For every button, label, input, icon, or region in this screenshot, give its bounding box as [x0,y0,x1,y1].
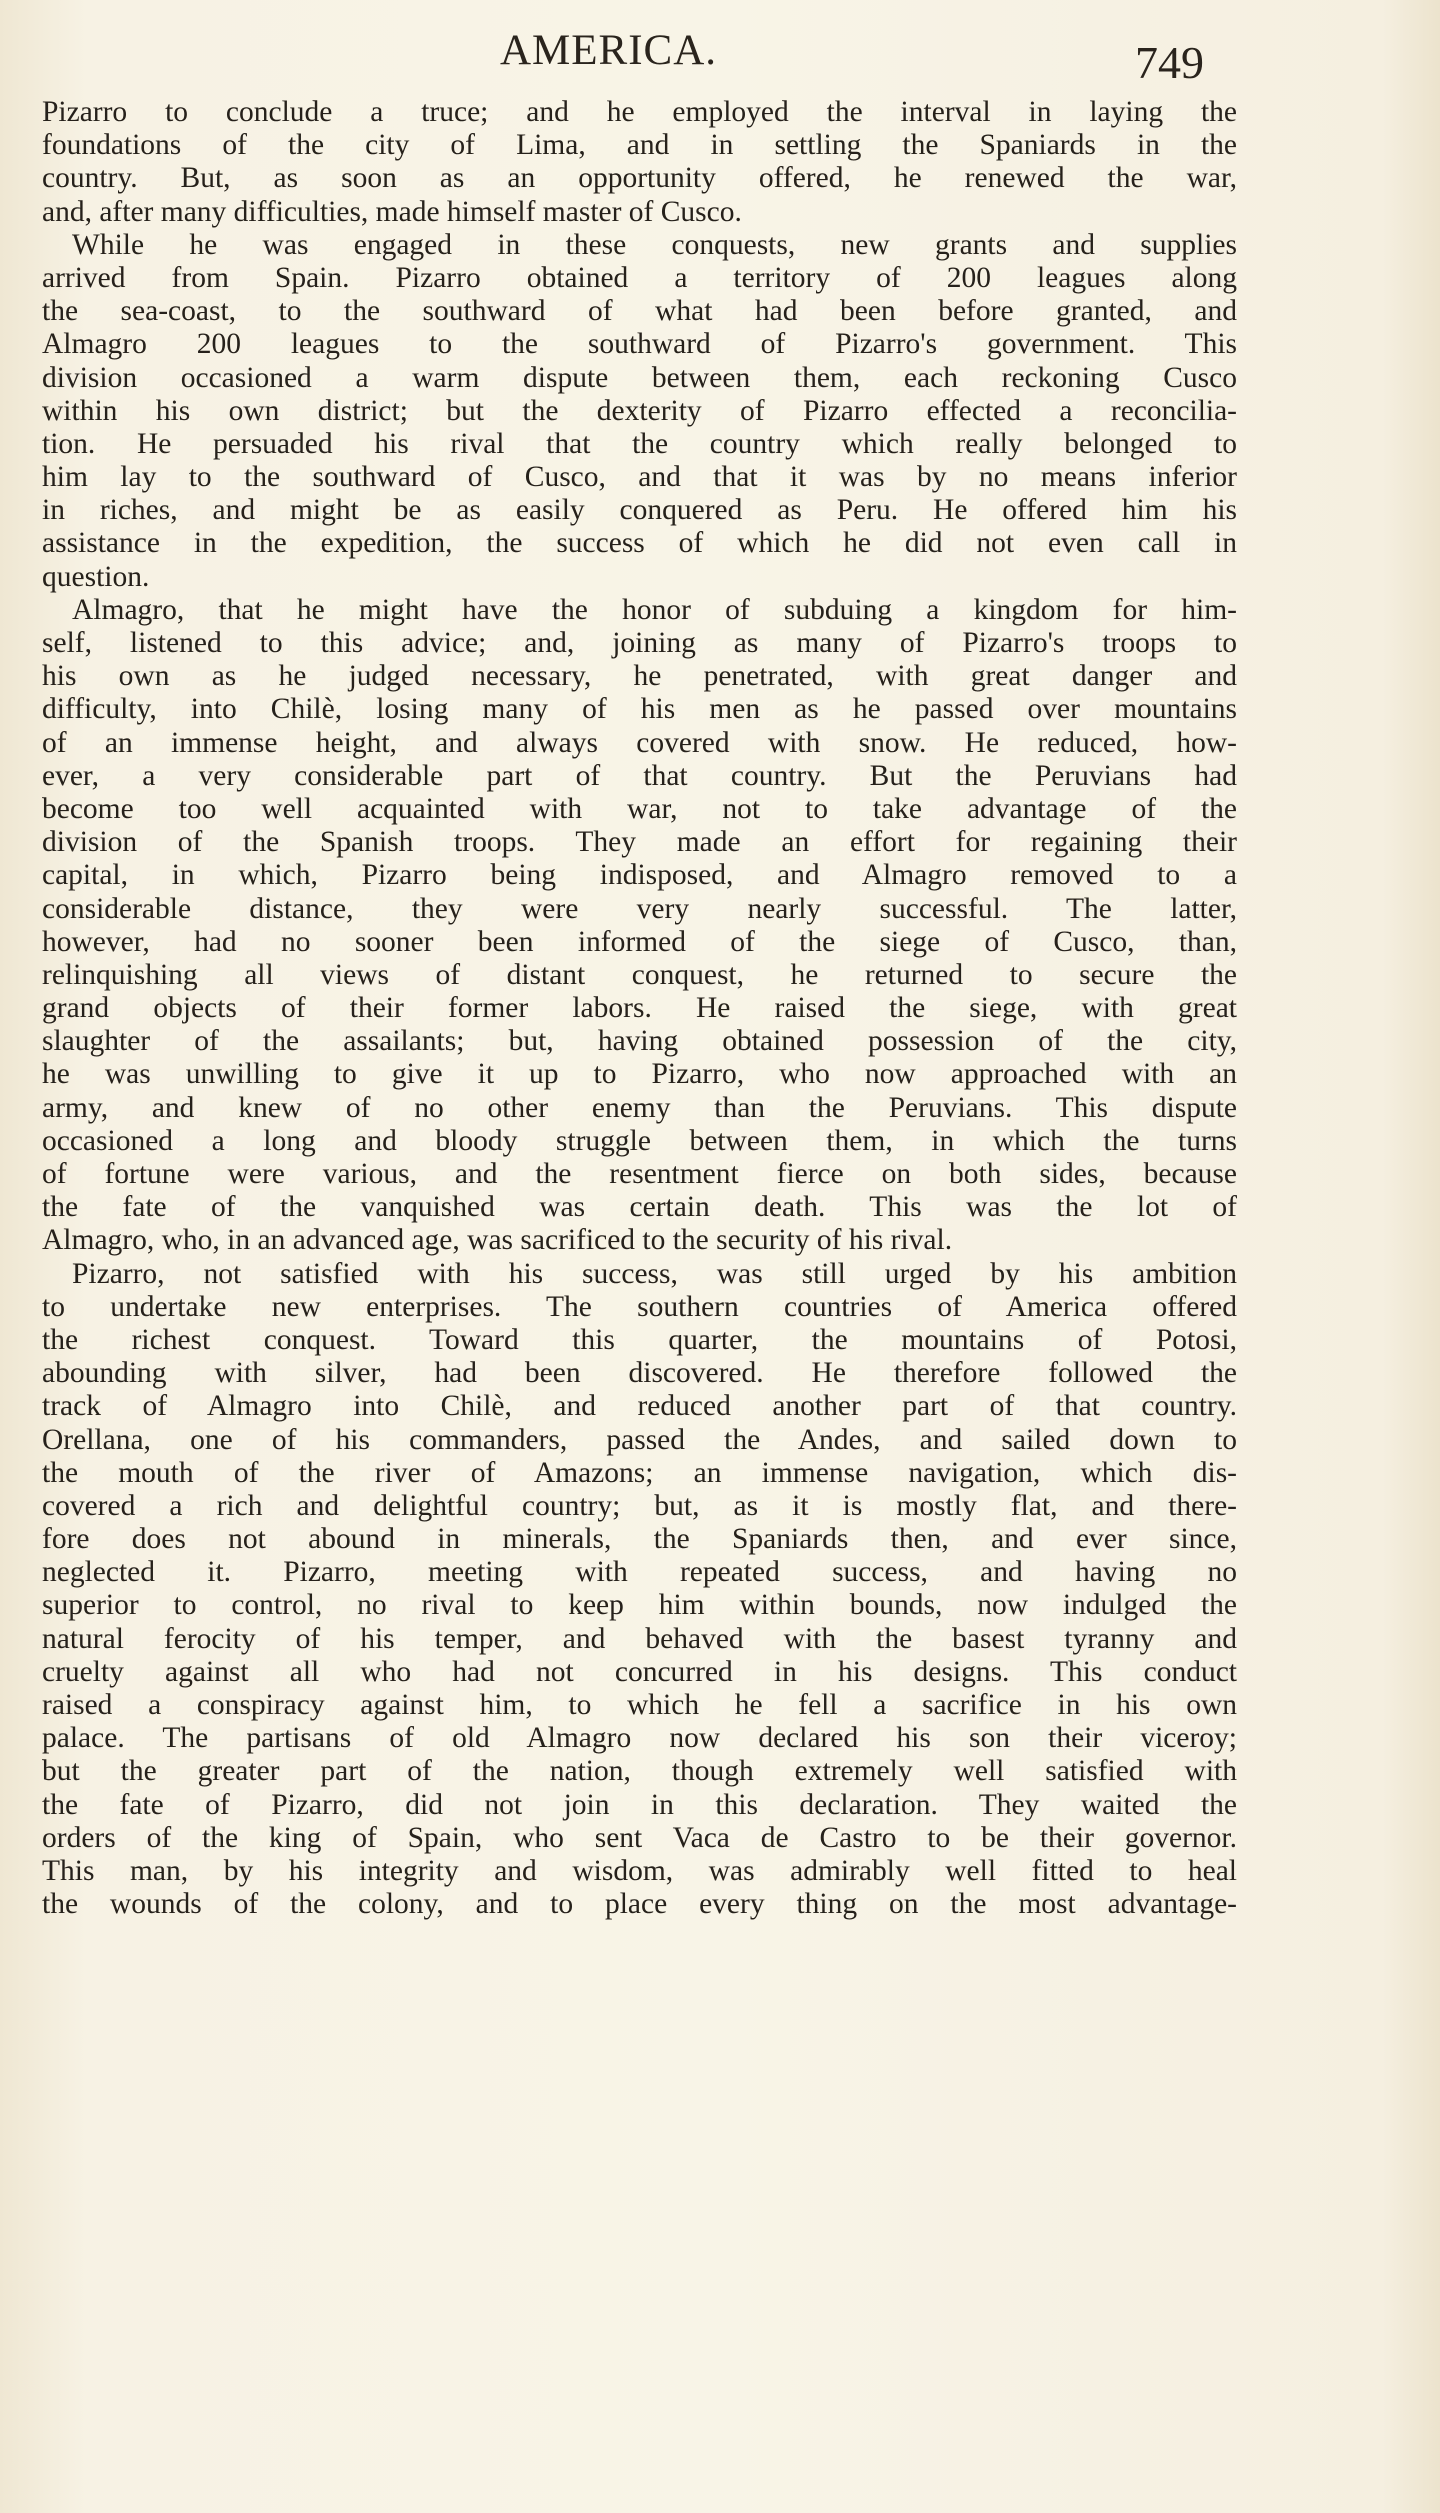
text-line: the richest conquest. Toward this quarter, the mountains of Potosi, [42,1323,1237,1356]
text-line: become too well acquainted with war, not to take advantage of the [42,792,1237,825]
text-line: foundations of the city of Lima, and in settling the Spaniards in the [42,129,1237,162]
text-line: the sea-coast, to the southward of what had been before granted, and [42,295,1237,328]
running-head: AMERICA. [500,27,718,74]
text-line: ever, a very considerable part of that country. But the Peruvians had [42,759,1237,792]
text-line: raised a conspiracy against him, to which he fell a sacrifice in his own [42,1689,1237,1721]
text-line: division occasioned a warm dispute between them, each reckoning Cusco [42,361,1237,394]
text-line: him lay to the southward of Cusco, and that it was by no means inferior [42,461,1237,494]
text-line: he was unwilling to give it up to Pizarro, who now approached with an [42,1058,1237,1091]
text-line: to undertake new enterprises. The southern countries of America offered [42,1290,1237,1323]
text-line: While he was engaged in these conquests, new grants and supplies [72,228,1237,261]
text-line: tion. He persuaded his rival that the country which really belonged to [42,427,1237,460]
text-line: considerable distance, they were very nearly successful. The latter, [42,892,1237,925]
text-line: and, after many difficulties, made himself master of Cusco. [42,195,742,228]
text-line: superior to control, no rival to keep him within bounds, now indulged the [42,1589,1237,1622]
text-line: occasioned a long and bloody struggle between them, in which the turns [42,1124,1237,1157]
text-line: abounding with silver, had been discovered. He therefore followed the [42,1357,1237,1390]
text-line: palace. The partisans of old Almagro now declared his son their viceroy; [42,1722,1237,1755]
text-line: fore does not abound in minerals, the Spaniards then, and ever since, [42,1523,1237,1556]
text-line: Almagro, that he might have the honor of subduing a kingdom for him- [72,593,1237,626]
text-line: the fate of the vanquished was certain death. This was the lot of [42,1191,1237,1224]
text-line: capital, in which, Pizarro being indisposed, and Almagro removed to a [42,859,1237,892]
text-line: orders of the king of Spain, who sent Vaca de Castro to be their governor. [42,1821,1237,1854]
text-line: army, and knew of no other enemy than the Peruvians. This dispute [42,1091,1237,1124]
text-line: grand objects of their former labors. He raised the siege, with great [42,992,1237,1025]
text-line: Pizarro, not satisfied with his success, was still urged by his ambition [72,1257,1237,1290]
text-line: This man, by his integrity and wisdom, was admirably well fitted to heal [42,1854,1237,1887]
text-line: arrived from Spain. Pizarro obtained a territory of 200 leagues along [42,261,1237,294]
text-line: natural ferocity of his temper, and behaved with the basest tyranny and [42,1622,1237,1655]
text-line: his own as he judged necessary, he penetrated, with great danger and [42,660,1237,693]
text-line: Orellana, one of his commanders, passed the Andes, and sailed down to [42,1423,1237,1456]
text-line: Almagro 200 leagues to the southward of Pizarro's government. This [42,328,1237,361]
text-line: slaughter of the assailants; but, having obtained possession of the city, [42,1025,1237,1058]
text-line: cruelty against all who had not concurred in his designs. This conduct [42,1655,1237,1688]
text-line: the fate of Pizarro, did not join in this declaration. They waited the [42,1788,1237,1821]
text-line: self, listened to this advice; and, joining as many of Pizarro's troops to [42,627,1237,659]
text-line: division of the Spanish troops. They made an effort for regaining their [42,826,1237,859]
text-line: but the greater part of the nation, though extremely well satisfied with [42,1755,1237,1788]
text-line: the wounds of the colony, and to place every thing on the most advantage- [42,1888,1237,1921]
text-line: of fortune were various, and the resentment fierce on both sides, because [42,1158,1237,1190]
text-line: question. [42,560,150,593]
text-line: relinquishing all views of distant conquest, he returned to secure the [42,958,1237,991]
text-line: Almagro, who, in an advanced age, was sacrificed to the security of his rival. [42,1224,953,1257]
text-line: Pizarro to conclude a truce; and he employed the interval in laying the [42,96,1237,128]
text-line: neglected it. Pizarro, meeting with repeated success, and having no [42,1556,1237,1589]
text-line: of an immense height, and always covered with snow. He reduced, how- [42,726,1237,759]
text-line: track of Almagro into Chilè, and reduced another part of that country. [42,1390,1237,1423]
body-text [42,96,1237,1921]
page-header [0,22,1440,88]
text-line: in riches, and might be as easily conquered as Peru. He offered him his [42,494,1237,527]
page-number: 749 [1135,37,1204,88]
text-line: country. But, as soon as an opportunity offered, he renewed the war, [42,162,1237,195]
text-line: however, had no sooner been informed of the siege of Cusco, than, [42,925,1237,958]
text-line: the mouth of the river of Amazons; an immense navigation, which dis- [42,1456,1237,1489]
text-line: covered a rich and delightful country; but, as it is mostly flat, and there- [42,1489,1237,1522]
text-line: assistance in the expedition, the success of which he did not even call in [42,527,1237,560]
text-line: within his own district; but the dexterity of Pizarro effected a reconcilia- [42,394,1237,427]
text-line: difficulty, into Chilè, losing many of his men as he passed over mountains [42,693,1237,726]
